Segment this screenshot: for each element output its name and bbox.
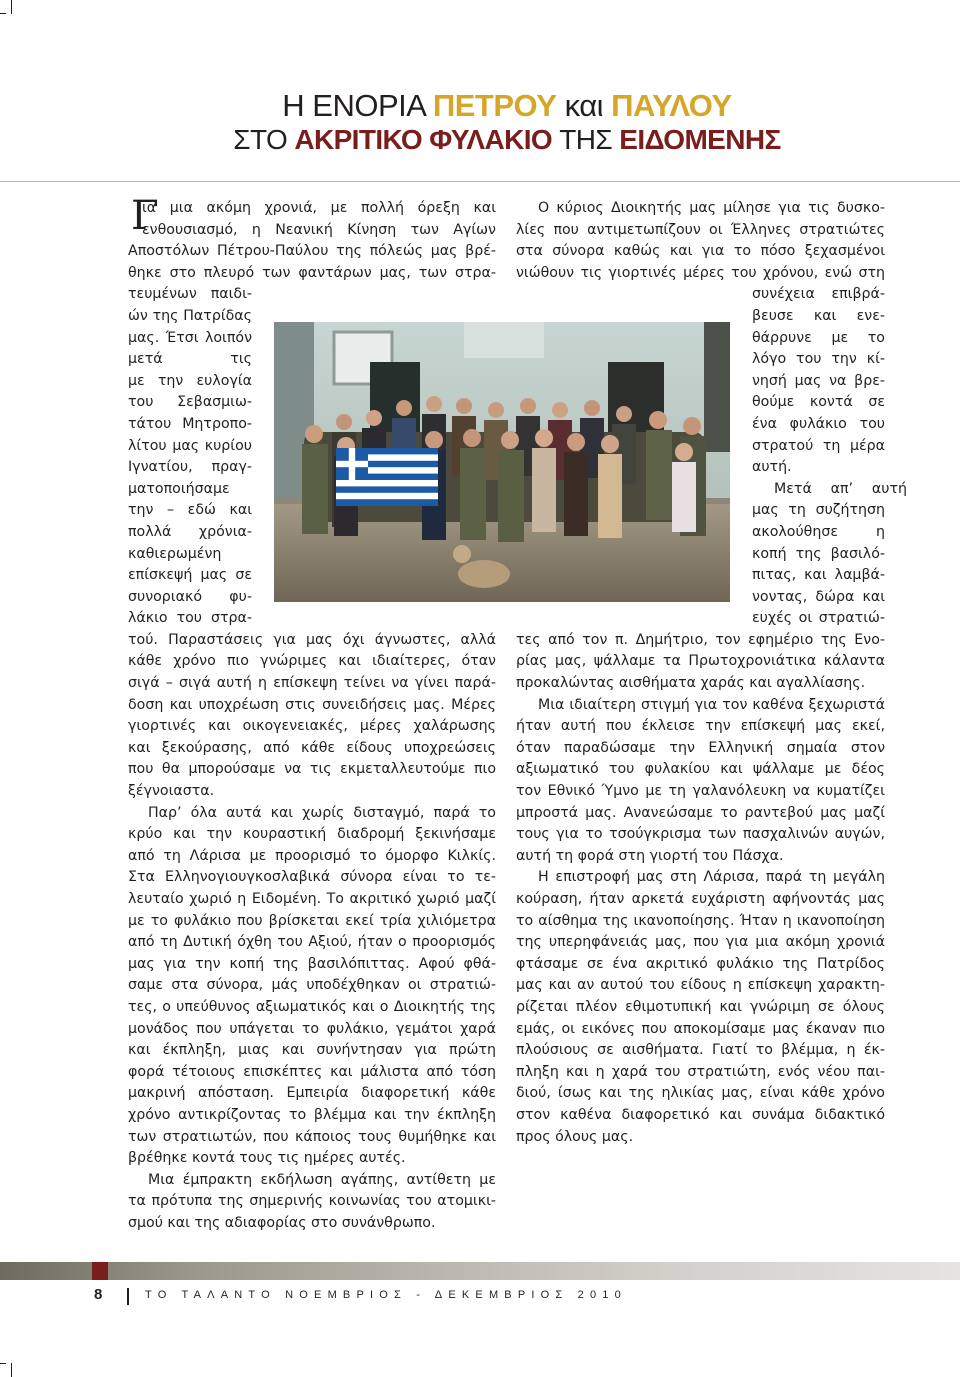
article-line: κοπή της βασιλό-	[752, 545, 885, 562]
article-line: μας. Έτσι λοιπόν	[128, 329, 252, 346]
article-line: κρύο και την κουραστική διαδρομή ξεκινήσαμε	[128, 826, 496, 843]
article-line: το αίσθημα της ικανοποίησης. Ήταν η ικανοποίηση	[516, 912, 885, 929]
title-prefix: Η ΕΝΟΡΙΑ	[282, 88, 433, 123]
article-line: μας για την κοπή της βασιλόπιττας. Αφού φθά-	[128, 955, 496, 972]
article-line: Ιγνατίου, πραγ-	[128, 459, 252, 476]
group-photo-illustration	[274, 322, 730, 602]
article-line: καθιερωμένη	[128, 545, 222, 562]
article-title-line2	[0, 122, 960, 158]
article-line: πολλά χρόνια-	[128, 523, 252, 540]
article-line: της υπερηφάνειάς μας, που για μια ακόμη χρονιά	[516, 934, 885, 951]
article-line: από τη Δυτική όχθη του Αξιού, ήταν ο προορισμός	[128, 934, 496, 951]
article-line: σμού και της αδιαφορίας στο συνάνθρωπο.	[128, 1214, 436, 1231]
article-line: αυτή τη φορά στη γιορτή του Πάσχα.	[516, 847, 784, 864]
footer-magazine-issue: ΤΟ ΤΑΛΑΝΤΟ ΝΟΕΜΒΡΙΟΣ - ΔΕΚΕΜΒΡΙΟΣ 2010	[145, 1289, 627, 1301]
footer-bar	[0, 1262, 960, 1280]
article-line: πλούσιους σε αισθήματα. Γιατί το βλέμμα, η έκ-	[516, 1042, 885, 1059]
title-akritiko: ΑΚΡΙΤΙΚΟ	[294, 124, 430, 155]
article-line: θάρρυνε με το	[752, 329, 885, 346]
article-line: Παρ’ όλα αυτά και χωρίς δισταγμό, παρά το	[148, 804, 496, 821]
article-line: από τη Λάρισα με προορισμό το όμορφο Κιλκίς.	[128, 847, 496, 864]
article-line: τες από τον π. Δημήτριο, τον εφημέριο της Ενο-	[516, 631, 885, 648]
article-title-line1	[0, 86, 960, 126]
article-line: στον καθένα διαφορετικό και συνάμα διδακτικό	[516, 1106, 885, 1123]
article-line: χρόνο αντικρίζοντας το βλέμμα και την έκπληξη	[128, 1106, 496, 1123]
article-line: στρατού τη μέρα	[752, 437, 885, 454]
article-line: συνέχεια επιβρά-	[752, 286, 885, 303]
article-line: ένα φυλάκιο του	[752, 415, 885, 432]
article-line: ενθουσιασμό, η Νεανική Κίνηση των Αγίων	[142, 221, 496, 238]
article-line: Στα Ελληνογιουγκοσλαβικά σύνορα είναι το τε-	[128, 869, 496, 886]
article-line: μακρινή απόσταση. Εμπειρία διαφορετική κάθε	[128, 1085, 496, 1102]
article-line: ών της Πατρίδας	[128, 307, 252, 324]
crop-mark	[0, 13, 6, 14]
crop-mark	[11, 1363, 12, 1377]
article-line: ήταν αυτή που έκλεισε την επίσκεψή μας εκεί,	[516, 718, 885, 735]
article-line: Μια έμπρακτη εκδήλωση αγάπης, αντίθετη με	[148, 1171, 496, 1188]
article-line: και ξεκούρασης, από κάθε είδους υποχρεώσεις	[128, 739, 496, 756]
article-line: πιτας, και λαμβά-	[752, 567, 885, 584]
title-tis: ΤΗΣ	[559, 124, 620, 155]
article-line: τα πρότυπα της σημερινής κοινωνίας του ατομικι-	[128, 1193, 496, 1210]
article-line: ρίζεται πλέον εθιμοτυπική και γνώριμη σε όλους	[516, 998, 885, 1015]
crop-mark	[0, 1363, 6, 1364]
article-line: λίτου μας κυρίου	[128, 437, 252, 454]
article-line: προς όλους μας.	[516, 1128, 634, 1145]
article-line: δοση και υποχρέωση στις συνειδήσεις μας. Μέρες	[128, 696, 496, 713]
footer-separator	[127, 1288, 129, 1305]
article-line: ευχές οι στρατιώ-	[752, 610, 885, 627]
article-line: τευμένων παιδι-	[128, 286, 252, 303]
article-line: μετά τις	[128, 351, 252, 368]
article-line: νιώθουν τις γιορτινές μέρες του χρόνου, ενώ στη	[516, 264, 885, 281]
article-line: ακολούθησε η	[752, 523, 885, 540]
title-fylakio: ΦΥΛΑΚΙΟ	[429, 124, 560, 155]
drop-cap: Γ	[131, 193, 159, 239]
article-line: Η επιστροφή μας στη Λάρισα, παρά τη μεγάλη	[538, 869, 885, 886]
article-line: αξιωματικό του φυλακίου και ψάλλαμε με δέος	[516, 761, 885, 778]
article-line: θηκε στο πλευρό των φαντάρων μας, των στρα-	[128, 264, 496, 281]
article-line: ρίας μας, ψάλλαμε τα Πρωτοχρονιάτικα κάλαντα	[516, 653, 885, 670]
article-line: ξέγνοιαστα.	[128, 783, 215, 800]
article-line: τες, ο υπεύθυνος αξιωματικός και ο Διοικητής της	[128, 998, 496, 1015]
article-line: θούμε κοντά σε	[752, 394, 885, 411]
article-line: φορά τέτοιους επισκέπτες και μάλιστα από τόση	[128, 1063, 496, 1080]
article-line: λευταίο χωριό η Ειδομένη. Το ακριτικό χωριό μαζί	[128, 891, 496, 907]
title-eidomenis: ΕΙΔΟΜΕΝΗΣ	[619, 124, 781, 155]
article-line: Μια ιδιαίτερη στιγμή για τον καθένα ξεχωριστά	[538, 696, 885, 713]
article-line: εμάς, οι εικόνες που αποκομίσαμε μας έκαναν πιο	[516, 1020, 885, 1037]
crop-mark	[11, 0, 12, 14]
article-line: συνοριακό φυ-	[128, 588, 252, 605]
article-line: βευσε και ενε-	[752, 307, 885, 324]
article-line: επίσκεψή μας σε	[128, 567, 252, 584]
article-line: στα σύνορα καθώς και για το πόσο ξεχασμένοι	[516, 243, 885, 260]
article-line: ματοποιήσαμε	[128, 480, 230, 497]
article-line: σιγά – σιγά αυτή η επίσκεψη τείνει να γίνει παρά-	[128, 675, 496, 692]
article-line: νοντας, δώρα και	[752, 588, 885, 605]
article-line: με το φυλάκιο που βρίσκεται εκεί τρία χιλιόμετρα	[128, 912, 496, 929]
article-line: των στρατιωτών, που κάποιος τους θυμήθηκε και	[128, 1128, 496, 1145]
article-line: μας τη συζήτηση	[752, 502, 885, 519]
page-number: 8	[94, 1286, 103, 1303]
title-pavlou: ΠΑΥΛΟΥ	[611, 88, 732, 123]
article-line: την – εδώ και	[128, 502, 252, 519]
article-line: πληξη και η χαρά του στρατιώτη, ενός νέου παι-	[516, 1063, 885, 1080]
article-line: μας και αν αυτού του είδους η επίσκεψη χαρακτη-	[516, 977, 885, 994]
article-line: τού. Παραστάσεις για μας όχι άγνωστες, αλλά	[128, 631, 496, 648]
footer-accent-block	[92, 1262, 108, 1280]
group-photo	[274, 322, 730, 602]
article-line: κάθε χρόνο πιο γνώριμες και ιδιαίτερες, όταν	[128, 653, 496, 670]
article-line: σαμε στα σύνορα, μάς υποδέχθηκαν οι στρατιώ-	[128, 977, 496, 994]
title-kai: και	[556, 88, 612, 123]
article-line: βρέθηκε κοντά τους τις ημέρες αυτές.	[128, 1150, 406, 1167]
article-line: λόγο του την κί-	[752, 351, 885, 368]
article-line: ια μια ακόμη χρονιά, με πολλή όρεξη και	[142, 200, 496, 216]
article-line: νησή μας να βρε-	[752, 372, 885, 389]
article-line: όταν παραδώσαμε την Ελληνική σημαία στον	[516, 739, 885, 756]
title-petrou: ΠΕΤΡΟΥ	[432, 88, 557, 123]
article-line: μπροστά μας. Ανανεώσαμε το ραντεβού μας μαζί	[516, 804, 885, 821]
article-line: διού, ίσως και της ηλικίας μας, είναι κάθε χρόνο	[516, 1085, 885, 1102]
article-line: λίες που αντιμετωπίζουν οι Έλληνες στρατιώτες	[516, 221, 885, 238]
article-line: γιορτινές και οικογενειακές, μέρες χαλάρωσης	[128, 718, 496, 735]
title-divider	[0, 181, 960, 182]
article-line: Μετά απ’ αυτή	[774, 480, 907, 497]
article-line: Ο κύριος Διοικητής μας μίλησε για τις δυσκο-	[538, 200, 885, 216]
article-line: τον Εθνικό Ύμνο με τη γαλανόλευκη να κυματίζει	[516, 783, 885, 800]
article-line: τους για το τσούγκρισμα των πασχαλινών αυγών,	[516, 826, 885, 843]
title-sto: ΣΤΟ	[233, 124, 295, 155]
article-line: προκαλώντας αισθήματα χαράς και αγαλλίασης.	[516, 675, 866, 692]
article-line: κούραση, ήταν αρκετά ευχάριστη αφήνοντάς μας	[516, 891, 885, 907]
article-line: λάκιο του στρα-	[128, 610, 252, 627]
article-line: τάτου Μητροπο-	[128, 415, 252, 432]
article-line: μονάδος που υπάγεται το φυλάκιο, γεμάτοι χαρά	[128, 1020, 496, 1037]
article-line: φτάσαμε σε ένα ακριτικό φυλάκιο της Πατρίδος	[516, 955, 885, 972]
article-line: του Σεβασμιω-	[128, 394, 252, 411]
article-line: με την ευλογία	[128, 372, 252, 389]
article-line: και έκπληξη, μιας και συνήντησαν για πρώτη	[128, 1042, 496, 1059]
article-line: αυτή.	[752, 459, 792, 476]
article-line: που θα μπορούσαμε να τις εκμεταλλευτούμε πιο	[128, 761, 496, 778]
article-line: Αποστόλων Πέτρου-Παύλου της πόλεώς μας βρέ-	[128, 243, 496, 260]
